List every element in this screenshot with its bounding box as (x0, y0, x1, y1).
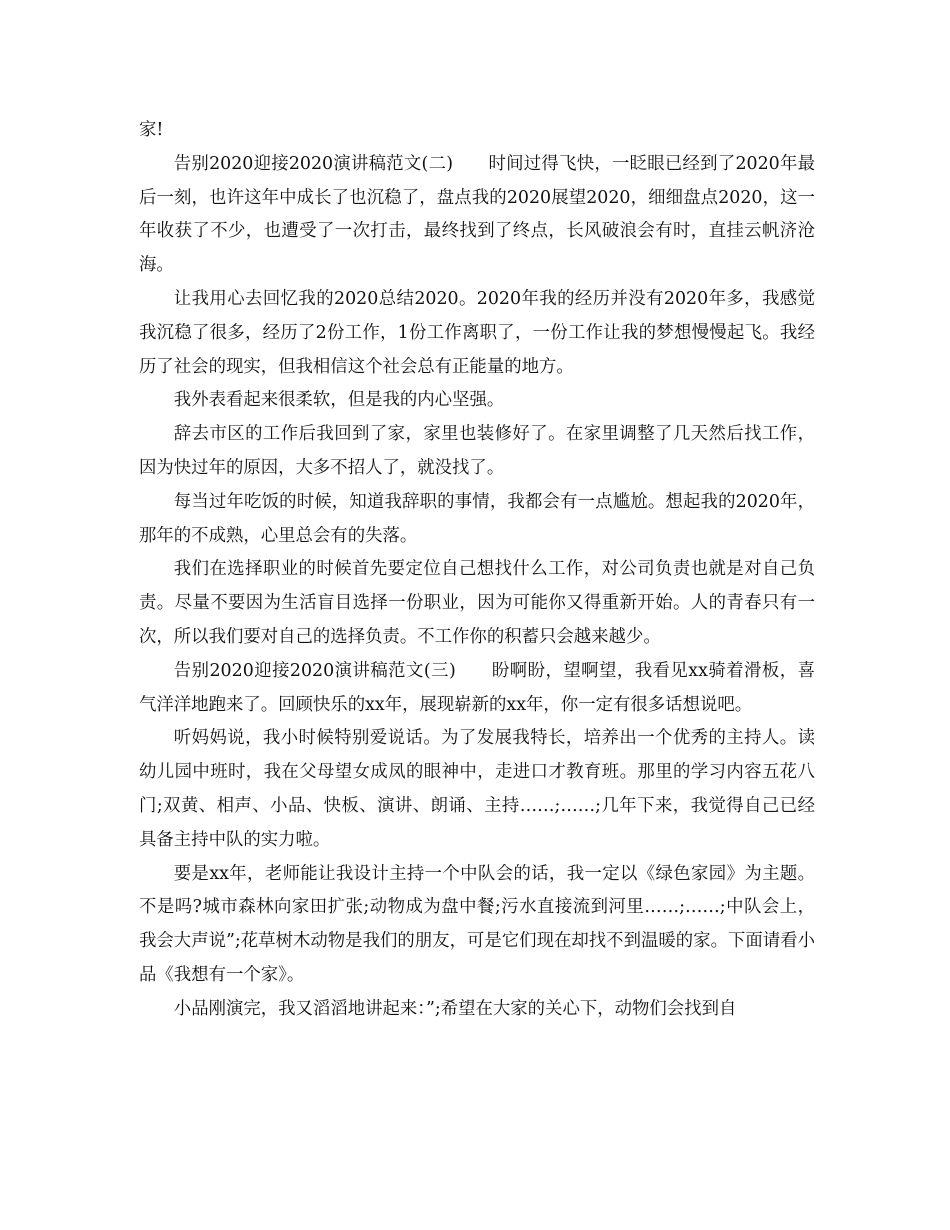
paragraph-2: 告别2020迎接2020演讲稿范文(二) 时间过得飞快，一眨眼已经到了2020年最后一刻，也许这年中成长了也沉稳了，盘点我的2020展望2020，细细盘点2020，这一年收获了不少，也遭受了一次打击，最终找到了终点，长风破浪会有时，直挂云帆济沧海。 (139, 153, 815, 276)
paragraph-9: 听妈妈说，我小时候特别爱说话。为了发展我特长，培养出一个优秀的主持人。读幼儿园中班时，我在父母望女成凤的眼神中，走进口才教育班。那里的学习内容五花八门;双黄、相声、小品、快板、演讲、朗诵、主持……;……;几年下来，我觉得自己已经具备主持中队的实力啦。 (139, 728, 815, 850)
paragraph-7: 我们在选择职业的时候首先要定位自己想找什么工作，对公司负责也就是对自己负责。尽量不要因为生活盲目选择一份职业，因为可能你又得重新开始。人的青春只有一次，所以我们要对自己的选择负责。不工作你的积蓄只会越来越少。 (139, 559, 815, 647)
paragraph-10: 要是xx年，老师能让我设计主持一个中队会的话，我一定以《绿色家园》为主题。不是吗?城市森林向家田扩张;动物成为盘中餐;污水直接流到河里……;……;中队会上，我会大声说”;花草树木动物是我们的朋友，可是它们现在却找不到温暖的家。下面请看小品《我想有一个家》。 (139, 863, 815, 985)
document-page (139, 114, 815, 1027)
paragraph-5: 辞去市区的工作后我回到了家，家里也装修好了。在家里调整了几天然后找工作，因为快过年的原因，大多不招人了，就没找了。 (139, 424, 815, 478)
paragraph-8: 告别2020迎接2020演讲稿范文(三) 盼啊盼，望啊望，我看见xx骑着滑板，喜气洋洋地跑来了。回顾快乐的xx年，展现崭新的xx年，你一定有很多话想说吧。 (139, 660, 815, 715)
paragraph-3: 让我用心去回忆我的2020总结2020。2020年我的经历并没有2020年多，我感觉我沉稳了很多，经历了2份工作，1份工作离职了，一份工作让我的梦想慢慢起飞。我经历了社会的现实，但我相信这个社会总有正能量的地方。 (139, 288, 815, 377)
paragraph-6: 每当过年吃饭的时候，知道我辞职的事情，我都会有一点尴尬。想起我的2020年，那年的不成熟，心里总会有的失落。 (139, 491, 815, 546)
paragraph-4: 我外表看起来很柔软，但是我的内心坚强。 (173, 390, 505, 411)
paragraph-11: 小品刚演完，我又滔滔地讲起来：”;希望在大家的关心下，动物们会找到自 (173, 998, 737, 1019)
paragraph-1: 家! (139, 120, 164, 140)
